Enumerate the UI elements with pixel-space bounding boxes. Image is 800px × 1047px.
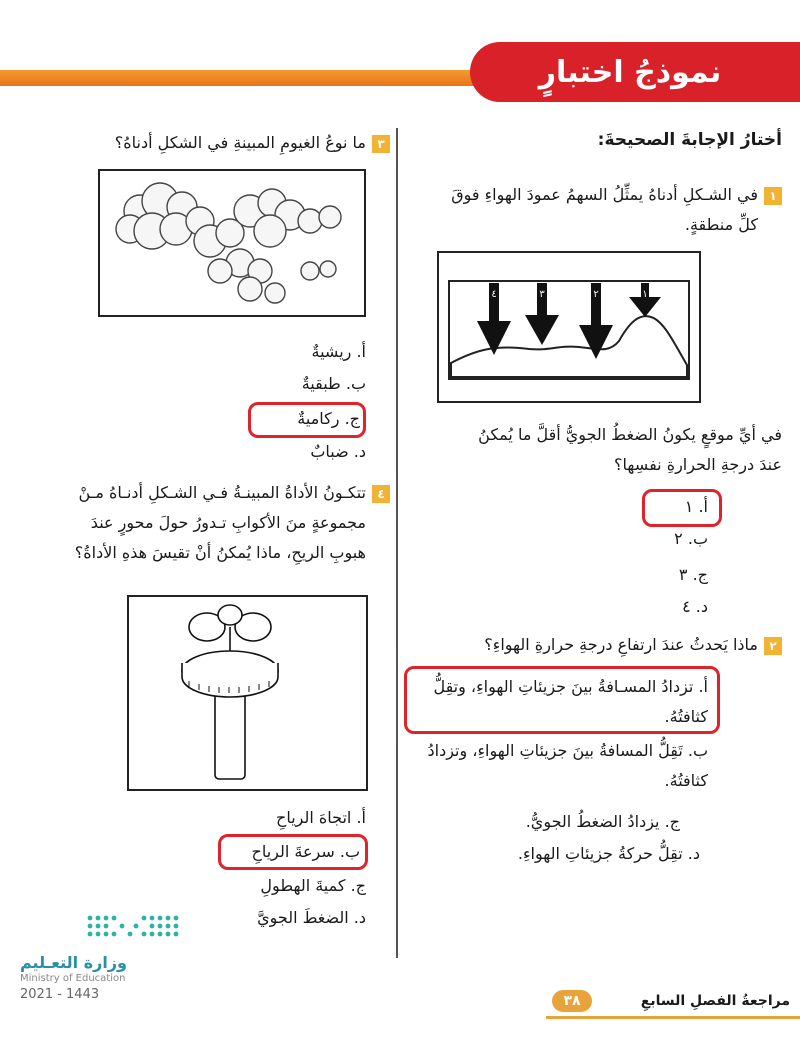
q2-option-a-line1: أ. تزدادُ المسـافةُ بينَ جزيئاتِ الهواءِ، وتقِلُّ: [433, 677, 708, 696]
q2-option-b[interactable]: [398, 736, 708, 796]
footer-section: مراجعةُ الفصلِ السابعِ: [640, 993, 790, 1009]
fig-label-3: ٣: [539, 289, 545, 300]
ministry-year: 2021 - 1443: [20, 987, 100, 1002]
page-title: نموذجُ اختبارٍ: [538, 55, 722, 90]
q2-option-c[interactable]: ج. يزدادُ الضغطُ الجويُّ.: [525, 812, 680, 831]
q1-line2: كلِّ منطقةٍ.: [684, 215, 758, 234]
q1-option-c[interactable]: ج. ٣: [678, 565, 708, 584]
q1-question: [402, 420, 782, 480]
pressure-column-figure: [439, 253, 699, 401]
q2-text: [402, 630, 782, 660]
footer-line: [546, 1016, 800, 1019]
q4-line1: تتكـونُ الأداةُ المبينـةُ فـي الشـكلِ أدنـاهُ مـنْ: [78, 483, 366, 502]
q2-option-b-line1: ب. تَقِلُّ المسافةُ بينَ جزيئاتِ الهواءِ، وتزدادُ: [427, 741, 708, 760]
q3-option-d[interactable]: د. ضبابٌ: [310, 442, 366, 461]
q2-option-b-line2: كثافتُهُ.: [664, 771, 708, 790]
q1-line1: في الشـكلِ أدناهُ يمثِّلُ السهمُ عمودَ الهواءِ فوقَ: [451, 185, 758, 204]
q1-answer-highlight: [642, 489, 722, 527]
q3-question: ما نوعُ الغيومِ المبينةِ في الشكلِ أدناهُ؟: [114, 133, 366, 152]
cumulus-clouds-figure: [100, 171, 364, 315]
ministry-name-en: Ministry of Education: [20, 973, 126, 984]
fig-label-4: ٤: [491, 289, 497, 300]
q2-number: ٢: [764, 637, 782, 655]
q4-line3: هبوبِ الريحِ، ماذا يُمكنُ أنْ تقيسَ هذهِ الأداةُ؟: [74, 543, 366, 562]
q4-line2: مجموعةٍ منَ الأكوابِ تـدورُ حولَ محورٍ عندَ: [90, 513, 366, 532]
instruction: أختارُ الإجابةَ الصحيحةَ:: [597, 130, 782, 150]
q2-option-a[interactable]: [408, 672, 708, 732]
ministry-name-ar: وزارة التعـليم: [20, 953, 127, 972]
q3-option-b[interactable]: ب. طبقيةٌ: [301, 374, 366, 393]
q4-option-b[interactable]: ب. سرعةَ الرياحِ: [251, 842, 360, 861]
fig-label-2: ٢: [593, 289, 599, 300]
q4-option-c[interactable]: ج. كميةَ الهطولِ: [260, 876, 366, 895]
fig-label-1: ١: [642, 289, 648, 300]
q4-text: [20, 478, 390, 568]
q1-question-line2: عندَ درجةِ الحرارةِ نفسِها؟: [614, 455, 782, 474]
q3-option-c[interactable]: ج. ركاميةٌ: [297, 409, 360, 428]
q4-figure: [127, 595, 368, 791]
q1-text: [412, 180, 782, 240]
column-divider: [396, 128, 398, 958]
q2-question: ماذا يَحدثُ عندَ ارتفاعِ درجةِ حرارةِ الهواءِ؟: [484, 635, 758, 654]
q4-option-d[interactable]: د. الضغطَ الجويَّ: [257, 908, 366, 927]
q1-figure: [437, 251, 701, 403]
q3-number: ٣: [372, 135, 390, 153]
q3-text: [20, 128, 390, 158]
q1-question-line1: في أيِّ موقعٍ يكونُ الضغطُ الجويُّ أقلَّ ما يُمكنُ: [478, 425, 782, 444]
q2-option-a-line2: كثافتُهُ.: [664, 707, 708, 726]
q3-option-a[interactable]: أ. ريشيةٌ: [311, 342, 366, 361]
q1-option-a[interactable]: أ. ١: [684, 497, 708, 516]
q1-number: ١: [764, 187, 782, 205]
q1-option-d[interactable]: د. ٤: [682, 597, 708, 616]
q4-option-a[interactable]: أ. اتجاهَ الرياحِ: [276, 808, 366, 827]
anemometer-figure: [129, 597, 366, 789]
q3-figure: [98, 169, 366, 317]
page-number: ٣٨: [552, 990, 592, 1012]
q2-option-d[interactable]: د. تقِلُّ حركةُ جزيئاتِ الهواءِ.: [517, 844, 700, 863]
q4-number: ٤: [372, 485, 390, 503]
q1-option-b[interactable]: ب. ٢: [674, 529, 708, 548]
ministry-logo-icon: [84, 912, 180, 940]
